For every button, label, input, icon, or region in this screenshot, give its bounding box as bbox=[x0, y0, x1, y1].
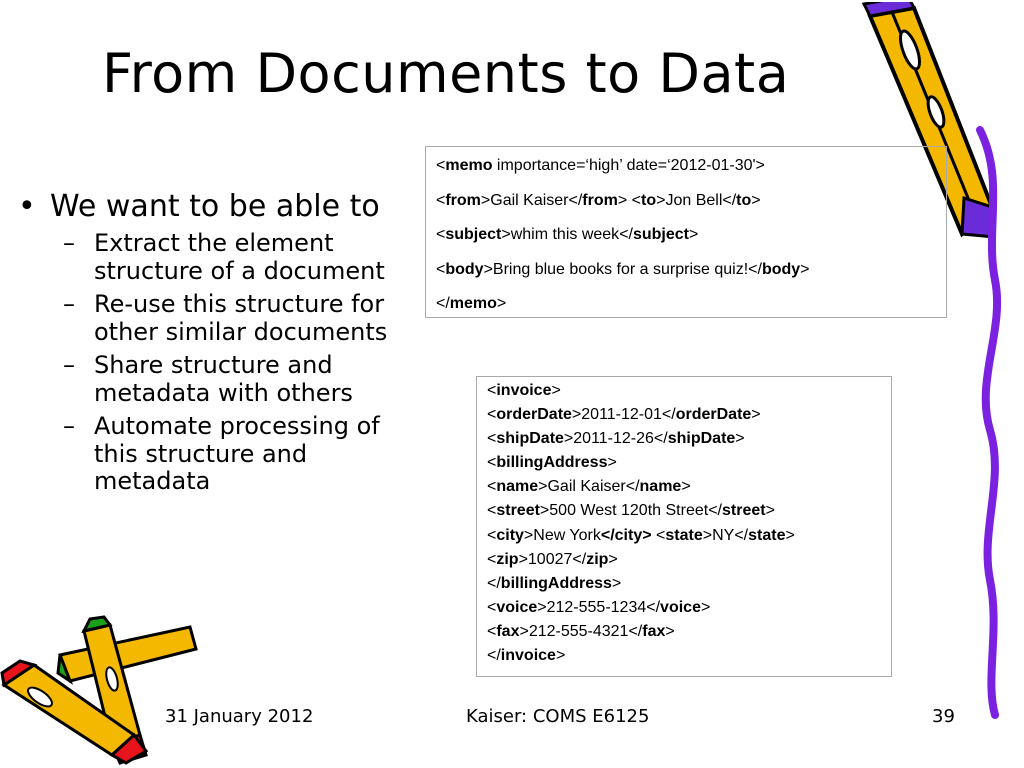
invoice-line: <voice>212-555-1234</voice> bbox=[487, 598, 711, 616]
invoice-line: <billingAddress> bbox=[487, 454, 617, 472]
sub-bullet-text: Automate processing of this structure and metadata bbox=[94, 412, 380, 495]
invoice-xml-box bbox=[476, 376, 892, 677]
memo-line: <memo importance=‘high’ date=‘2012-01-30'> bbox=[436, 157, 765, 174]
sub-bullet-item bbox=[63, 352, 418, 407]
sub-bullet-item bbox=[63, 230, 418, 285]
sub-bullet-list bbox=[63, 230, 418, 496]
dash-marker: – bbox=[63, 290, 75, 318]
memo-line: <from>Gail Kaiser</from> <to>Jon Bell</to> bbox=[436, 191, 761, 209]
bullet-item bbox=[18, 190, 418, 224]
invoice-line: <street>500 West 120th Street</street> bbox=[487, 502, 775, 520]
bullet-marker: • bbox=[18, 189, 36, 224]
footer-center: Kaiser: COMS E6125 bbox=[466, 706, 650, 727]
invoice-line: <zip>10027</zip> bbox=[487, 550, 618, 568]
invoice-line: <city>New York</city> <state>NY</state> bbox=[487, 526, 795, 544]
sub-bullet-item bbox=[63, 413, 418, 496]
slide-title: From Documents to Data bbox=[102, 42, 790, 105]
page-number: 39 bbox=[932, 706, 955, 727]
footer-date: 31 January 2012 bbox=[165, 706, 314, 727]
bullet-list bbox=[18, 190, 418, 512]
invoice-line: <orderDate>2011-12-01</orderDate> bbox=[487, 406, 761, 424]
sub-bullet-text: Re-use this structure for other similar documents bbox=[94, 290, 388, 346]
dash-marker: – bbox=[63, 351, 75, 379]
memo-xml-box bbox=[425, 146, 947, 318]
invoice-line: </invoice> bbox=[487, 647, 566, 665]
sub-bullet-text: Extract the element structure of a document bbox=[94, 229, 385, 285]
pencil-icon-bottom-left bbox=[0, 615, 200, 765]
dash-marker: – bbox=[63, 229, 75, 257]
sub-bullet-text: Share structure and metadata with others bbox=[94, 351, 353, 407]
memo-line: <body>Bring blue books for a surprise quiz!</body> bbox=[436, 260, 810, 278]
dash-marker: – bbox=[63, 412, 75, 440]
memo-line: </memo> bbox=[436, 295, 507, 312]
pencil-group bbox=[2, 617, 196, 763]
invoice-line: <invoice> bbox=[487, 382, 561, 399]
sub-bullet-item bbox=[63, 291, 418, 346]
memo-line: <subject>whim this week</subject> bbox=[436, 226, 699, 243]
invoice-line: <name>Gail Kaiser</name> bbox=[487, 478, 691, 496]
invoice-line: <fax>212-555-4321</fax> bbox=[487, 622, 675, 640]
bullet-text: We want to be able to bbox=[50, 189, 380, 224]
invoice-line: </billingAddress> bbox=[487, 574, 622, 592]
invoice-line: <shipDate>2011-12-26</shipDate> bbox=[487, 430, 745, 448]
squiggle-line bbox=[960, 120, 1020, 720]
